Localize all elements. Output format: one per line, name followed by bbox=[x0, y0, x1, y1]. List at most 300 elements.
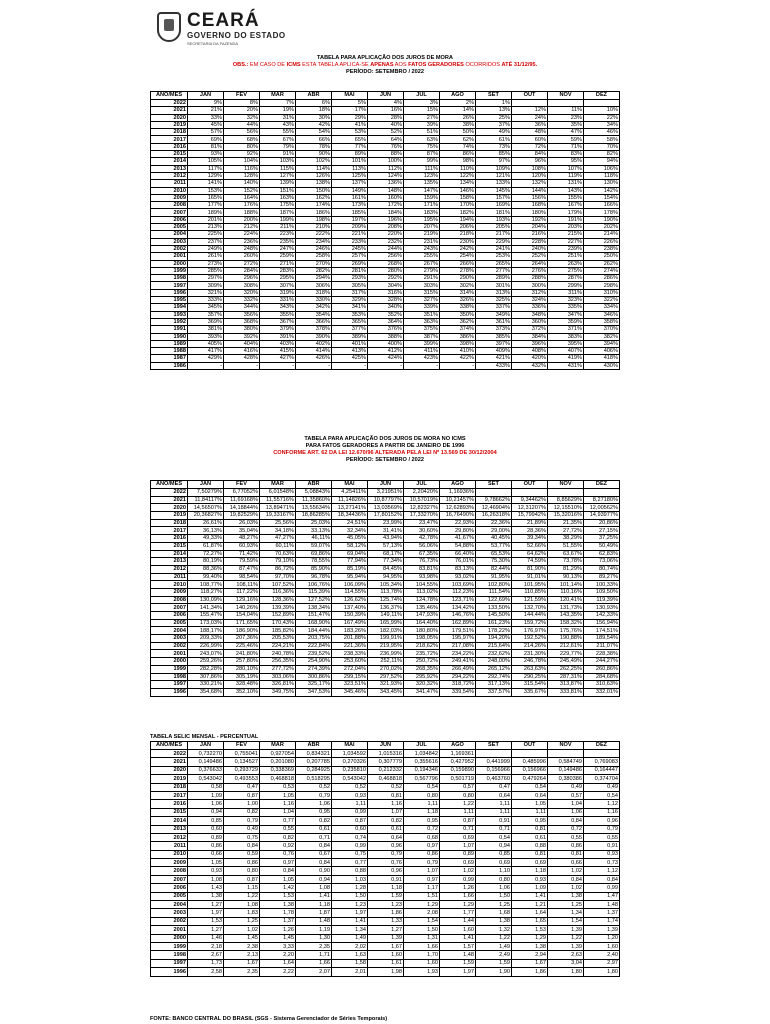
table-cell: 143% bbox=[548, 187, 584, 194]
table-cell: 11,55716% bbox=[260, 496, 296, 504]
juros-icms-table bbox=[150, 480, 620, 697]
table-cell: 299,15% bbox=[332, 673, 368, 681]
table-row bbox=[151, 850, 620, 858]
table-row bbox=[151, 604, 620, 612]
table-cell: 100% bbox=[368, 158, 404, 165]
table-row bbox=[151, 596, 620, 604]
section2-title1: TABELA PARA APLICAÇÃO DOS JUROS DE MORA NO ICMS bbox=[304, 436, 466, 442]
table-cell: 231,30% bbox=[512, 650, 548, 658]
table-cell: 12,46904% bbox=[476, 504, 512, 512]
table-cell: 305% bbox=[332, 282, 368, 289]
row-year: 2022 bbox=[151, 489, 188, 497]
table-cell: 25,03% bbox=[296, 519, 332, 527]
table-cell: 0,64 bbox=[512, 791, 548, 799]
table-cell: 145% bbox=[476, 187, 512, 194]
table-row bbox=[151, 681, 620, 689]
table-cell: 127% bbox=[260, 172, 296, 179]
table-cell: 9,78662% bbox=[476, 496, 512, 504]
ceara-logo bbox=[157, 10, 297, 50]
table-cell: 421% bbox=[476, 355, 512, 362]
table-row bbox=[151, 565, 620, 573]
table-cell: 14,56507% bbox=[188, 504, 224, 512]
table-cell: 64,62% bbox=[512, 550, 548, 558]
table-cell: 0,79 bbox=[224, 817, 260, 825]
table-cell: 0,134527 bbox=[224, 758, 260, 766]
table-cell: 1,05 bbox=[260, 875, 296, 883]
table-cell: 186,90% bbox=[224, 627, 260, 635]
table-cell: - bbox=[440, 362, 476, 369]
table-cell: 1,41 bbox=[512, 892, 548, 900]
table-cell: 41% bbox=[332, 121, 368, 128]
table-cell: 1,50 bbox=[332, 892, 368, 900]
table-cell: 354,68% bbox=[188, 688, 224, 696]
table-cell: 235,72% bbox=[404, 650, 440, 658]
table-cell: 297,52% bbox=[368, 673, 404, 681]
table-cell: 1,54 bbox=[404, 917, 440, 925]
table-cell: 397% bbox=[476, 340, 512, 347]
column-header: FEV bbox=[224, 92, 260, 100]
row-year: 2004 bbox=[151, 627, 188, 635]
table-cell: 1,20 bbox=[584, 934, 620, 942]
table-cell: 193% bbox=[476, 216, 512, 223]
table-cell: 1,37 bbox=[260, 917, 296, 925]
row-year: 2003 bbox=[151, 238, 188, 245]
table-row bbox=[151, 783, 620, 791]
table-cell: 27,72% bbox=[548, 527, 584, 535]
table-cell: 194,20% bbox=[476, 635, 512, 643]
table-cell: 318,72% bbox=[440, 681, 476, 689]
section3-title: TABELA SELIC MENSAL - PERCENTUAL bbox=[150, 734, 259, 740]
table-cell bbox=[584, 489, 620, 497]
table-cell: 0,55 bbox=[584, 833, 620, 841]
table-cell: 0,374704 bbox=[584, 775, 620, 783]
table-cell: 283% bbox=[260, 267, 296, 274]
table-cell: 1,05 bbox=[188, 859, 224, 867]
table-cell: 118,27% bbox=[188, 588, 224, 596]
table-cell: 200% bbox=[224, 216, 260, 223]
table-cell: 0,52 bbox=[368, 783, 404, 791]
table-cell: 330,21% bbox=[188, 681, 224, 689]
row-year: 2009 bbox=[151, 588, 188, 596]
table-row bbox=[151, 267, 620, 274]
table-cell: 59,07% bbox=[296, 542, 332, 550]
table-cell: 121,59% bbox=[512, 596, 548, 604]
table-cell: 52,66% bbox=[512, 542, 548, 550]
table-cell: 1,67 bbox=[224, 959, 260, 967]
table-cell: 1,53 bbox=[260, 892, 296, 900]
table-cell: 332,01% bbox=[584, 688, 620, 696]
table-cell: 395% bbox=[548, 340, 584, 347]
table-cell: 238,33% bbox=[332, 650, 368, 658]
table-cell: 11,84117% bbox=[188, 496, 224, 504]
table-cell: 352,10% bbox=[224, 688, 260, 696]
table-cell: 0,501719 bbox=[440, 775, 476, 783]
table-cell: 99% bbox=[404, 158, 440, 165]
table-cell: 280,10% bbox=[224, 665, 260, 673]
table-cell: 378% bbox=[296, 326, 332, 333]
table-row bbox=[151, 750, 620, 758]
table-cell: 168,90% bbox=[296, 619, 332, 627]
table-cell: 349% bbox=[476, 311, 512, 318]
table-cell: 0,82 bbox=[260, 833, 296, 841]
column-header: MAR bbox=[260, 742, 296, 750]
table-cell: 0,518295 bbox=[296, 775, 332, 783]
table-cell: 85% bbox=[476, 151, 512, 158]
table-cell: 150,39% bbox=[332, 612, 368, 620]
table-row bbox=[151, 842, 620, 850]
row-year: 2020 bbox=[151, 766, 188, 774]
table-row bbox=[151, 758, 620, 766]
table-row bbox=[151, 158, 620, 165]
row-year: 2011 bbox=[151, 573, 188, 581]
row-year: 2006 bbox=[151, 612, 188, 620]
table-cell: - bbox=[368, 362, 404, 369]
table-cell: 1,42 bbox=[260, 884, 296, 892]
table-cell: 0,64 bbox=[476, 791, 512, 799]
table-cell: 0,61 bbox=[296, 825, 332, 833]
table-cell: 1,11 bbox=[476, 808, 512, 816]
table-row bbox=[151, 318, 620, 325]
row-year: 1995 bbox=[151, 297, 188, 304]
table-cell: 22,93% bbox=[440, 519, 476, 527]
table-cell: 418% bbox=[584, 355, 620, 362]
column-header: OUT bbox=[512, 481, 548, 489]
table-cell: 197% bbox=[332, 216, 368, 223]
column-header: MAR bbox=[260, 481, 296, 489]
row-year: 2007 bbox=[151, 875, 188, 883]
table-cell: 350% bbox=[440, 311, 476, 318]
table-cell: 394% bbox=[584, 340, 620, 347]
table-cell: 1,39 bbox=[548, 942, 584, 950]
table-cell: 1,22 bbox=[476, 934, 512, 942]
table-cell: 307,86% bbox=[188, 673, 224, 681]
table-cell: 0,64 bbox=[368, 833, 404, 841]
row-year: 1997 bbox=[151, 681, 188, 689]
table-cell: 64% bbox=[368, 136, 404, 143]
table-cell bbox=[512, 100, 548, 107]
table-cell: 1,45 bbox=[260, 934, 296, 942]
table-row bbox=[151, 355, 620, 362]
column-header: SET bbox=[476, 742, 512, 750]
table-cell: 389% bbox=[332, 333, 368, 340]
table-row bbox=[151, 665, 620, 673]
table-cell: 270% bbox=[296, 260, 332, 267]
table-cell: 195,97% bbox=[440, 635, 476, 643]
table-cell: 60,11% bbox=[260, 542, 296, 550]
table-cell: 85,19% bbox=[332, 565, 368, 573]
row-year: 2006 bbox=[151, 216, 188, 223]
table-cell: 0,207785 bbox=[296, 758, 332, 766]
table-cell: 297% bbox=[188, 275, 224, 282]
table-cell: 123% bbox=[404, 172, 440, 179]
table-cell: 103,69% bbox=[440, 581, 476, 589]
table-cell: 175% bbox=[260, 202, 296, 209]
table-cell: 304% bbox=[368, 282, 404, 289]
table-cell: 180,80% bbox=[404, 627, 440, 635]
table-cell: 240,78% bbox=[260, 650, 296, 658]
table-row bbox=[151, 800, 620, 808]
table-cell: 124% bbox=[368, 172, 404, 179]
column-header: JUN bbox=[368, 742, 404, 750]
table-cell: 76% bbox=[368, 143, 404, 150]
table-row bbox=[151, 909, 620, 917]
table-cell: 433% bbox=[476, 362, 512, 369]
row-year: 2004 bbox=[151, 231, 188, 238]
table-cell: 0,95 bbox=[404, 817, 440, 825]
row-year: 2005 bbox=[151, 892, 188, 900]
table-cell: 66,40% bbox=[440, 550, 476, 558]
table-cell: 1,93 bbox=[404, 968, 440, 976]
table-cell: 268,35% bbox=[404, 665, 440, 673]
table-cell: 0,212332 bbox=[368, 766, 404, 774]
table-cell: 0,479264 bbox=[512, 775, 548, 783]
table-cell: 0,57 bbox=[548, 791, 584, 799]
table-cell: 0,88 bbox=[332, 867, 368, 875]
table-cell: 340% bbox=[368, 304, 404, 311]
section1-obs: OBS.: EM CASO DE ICMS ESTA TABELA APLICA-SE APENAS AOS FATOS GERADORES OCORRIDOS ATÉ 31/12/95. bbox=[232, 62, 538, 68]
table-cell: 137,40% bbox=[332, 604, 368, 612]
table-cell: 264% bbox=[512, 260, 548, 267]
table-cell: 34,18% bbox=[260, 527, 296, 535]
table-cell: 402% bbox=[296, 340, 332, 347]
column-header: MAI bbox=[332, 481, 368, 489]
table-cell: 107,52% bbox=[260, 581, 296, 589]
table-cell: 407% bbox=[548, 348, 584, 355]
table-cell: 232,62% bbox=[476, 650, 512, 658]
table-cell: 321% bbox=[188, 289, 224, 296]
table-cell: 159% bbox=[404, 194, 440, 201]
table-cell: 272% bbox=[224, 260, 260, 267]
row-year: 1989 bbox=[151, 340, 188, 347]
table-cell: 408% bbox=[512, 348, 548, 355]
table-cell: 0,60 bbox=[332, 825, 368, 833]
table-cell: 139,39% bbox=[260, 604, 296, 612]
table-cell: 1,37 bbox=[584, 909, 620, 917]
row-year: 2005 bbox=[151, 619, 188, 627]
table-cell: 93% bbox=[188, 151, 224, 158]
table-cell: 149,11% bbox=[368, 612, 404, 620]
table-cell: 266,49% bbox=[440, 665, 476, 673]
table-cell: 365% bbox=[332, 318, 368, 325]
row-year: 2000 bbox=[151, 260, 188, 267]
table-cell: 107% bbox=[548, 165, 584, 172]
table-cell: 179% bbox=[548, 209, 584, 216]
table-row bbox=[151, 808, 620, 816]
row-year: 1998 bbox=[151, 275, 188, 282]
table-cell: 60% bbox=[512, 136, 548, 143]
row-year: 2010 bbox=[151, 187, 188, 194]
table-cell: 279% bbox=[404, 267, 440, 274]
table-cell: 19,33167% bbox=[260, 512, 296, 520]
table-cell: 30,60% bbox=[404, 527, 440, 535]
table-cell: 342% bbox=[296, 304, 332, 311]
table-cell: 0,47 bbox=[224, 783, 260, 791]
table-cell: 345% bbox=[188, 304, 224, 311]
table-cell: 383% bbox=[548, 333, 584, 340]
table-cell: 373% bbox=[476, 326, 512, 333]
row-year: 1990 bbox=[151, 333, 188, 340]
row-year: 2017 bbox=[151, 527, 188, 535]
table-cell: 320,32% bbox=[404, 681, 440, 689]
table-cell: 15,32016% bbox=[548, 512, 584, 520]
table-row bbox=[151, 216, 620, 223]
selic-table bbox=[150, 741, 620, 977]
table-cell: 1,034592 bbox=[332, 750, 368, 758]
table-cell: 22% bbox=[584, 114, 620, 121]
table-cell: 156% bbox=[512, 194, 548, 201]
table-cell: 0,427952 bbox=[440, 758, 476, 766]
table-cell: 298% bbox=[584, 282, 620, 289]
table-cell: 241% bbox=[476, 245, 512, 252]
table-row bbox=[151, 260, 620, 267]
table-cell: 113% bbox=[332, 165, 368, 172]
table-cell: 0,99 bbox=[332, 808, 368, 816]
table-cell: 73,78% bbox=[548, 558, 584, 566]
table-cell: 17% bbox=[332, 107, 368, 114]
table-cell: 1,97 bbox=[188, 909, 224, 917]
table-cell: 2,13 bbox=[224, 951, 260, 959]
table-cell: 357% bbox=[188, 311, 224, 318]
table-cell: 0,66 bbox=[548, 859, 584, 867]
table-row bbox=[151, 136, 620, 143]
table-cell: 336% bbox=[512, 304, 548, 311]
row-year: 2008 bbox=[151, 202, 188, 209]
table-cell: 1,38 bbox=[260, 901, 296, 909]
table-cell: 1,60 bbox=[368, 951, 404, 959]
column-header: AGO bbox=[440, 742, 476, 750]
column-header: NOV bbox=[548, 92, 584, 100]
column-header: MAI bbox=[332, 92, 368, 100]
table-cell: 1,04 bbox=[260, 808, 296, 816]
table-cell: 7,50279% bbox=[188, 489, 224, 497]
table-cell: 142% bbox=[584, 187, 620, 194]
table-cell: 2,38 bbox=[224, 942, 260, 950]
table-cell: 2,35 bbox=[224, 968, 260, 976]
table-cell: 186% bbox=[296, 209, 332, 216]
table-cell: 157% bbox=[476, 194, 512, 201]
table-cell: 55% bbox=[260, 129, 296, 136]
table-row bbox=[151, 231, 620, 238]
table-cell: 3,21951% bbox=[368, 489, 404, 497]
table-cell: 226,99% bbox=[188, 642, 224, 650]
table-cell: 232% bbox=[368, 238, 404, 245]
table-cell: 2,02 bbox=[332, 942, 368, 950]
table-cell: 0,270326 bbox=[332, 758, 368, 766]
table-cell: 2,01 bbox=[332, 968, 368, 976]
table-cell: 153% bbox=[188, 187, 224, 194]
table-cell: 1,53 bbox=[512, 926, 548, 934]
table-cell: 341% bbox=[332, 304, 368, 311]
table-cell: 0,463760 bbox=[476, 775, 512, 783]
table-cell: 246% bbox=[296, 245, 332, 252]
table-row bbox=[151, 642, 620, 650]
table-cell: 103% bbox=[260, 158, 296, 165]
table-cell: 66% bbox=[296, 136, 332, 143]
table-cell: 1,57 bbox=[440, 942, 476, 950]
table-cell: 401% bbox=[332, 340, 368, 347]
table-cell: 0,80 bbox=[440, 791, 476, 799]
row-year: 2000 bbox=[151, 658, 188, 666]
table-row bbox=[151, 791, 620, 799]
table-cell: 90% bbox=[296, 151, 332, 158]
table-cell: 81,29% bbox=[548, 565, 584, 573]
table-cell: 1,16 bbox=[260, 800, 296, 808]
table-cell: 162,89% bbox=[440, 619, 476, 627]
table-cell: 0,86 bbox=[548, 842, 584, 850]
row-year: 2016 bbox=[151, 535, 188, 543]
table-cell: 0,79 bbox=[296, 791, 332, 799]
table-cell: 71,42% bbox=[224, 550, 260, 558]
table-cell: 0,77 bbox=[332, 859, 368, 867]
table-cell: 203,75% bbox=[296, 635, 332, 643]
table-cell: 1,18 bbox=[296, 901, 332, 909]
table-cell: 194% bbox=[440, 216, 476, 223]
table-row bbox=[151, 875, 620, 883]
table-cell: 39,34% bbox=[512, 535, 548, 543]
row-year: 2010 bbox=[151, 850, 188, 858]
table-cell: 173,03% bbox=[188, 619, 224, 627]
row-year: 2019 bbox=[151, 775, 188, 783]
table-cell: 63,67% bbox=[548, 550, 584, 558]
table-cell: 265,12% bbox=[476, 665, 512, 673]
table-cell bbox=[548, 750, 584, 758]
table-cell: 154% bbox=[584, 194, 620, 201]
table-cell: 239,52% bbox=[296, 650, 332, 658]
table-cell: 0,468818 bbox=[260, 775, 296, 783]
table-cell: 146% bbox=[440, 187, 476, 194]
table-cell: 396% bbox=[512, 340, 548, 347]
table-cell: 81% bbox=[188, 143, 224, 150]
table-cell: 175,76% bbox=[548, 627, 584, 635]
table-cell: 0,84 bbox=[260, 867, 296, 875]
table-cell: 176,97% bbox=[512, 627, 548, 635]
table-cell: 236% bbox=[224, 238, 260, 245]
table-cell: 80% bbox=[224, 143, 260, 150]
table-cell: - bbox=[260, 362, 296, 369]
table-cell: 278% bbox=[440, 267, 476, 274]
table-cell: 0,85 bbox=[188, 817, 224, 825]
table-cell: 17,33270% bbox=[404, 512, 440, 520]
table-cell: 1,00 bbox=[224, 800, 260, 808]
table-cell: 180% bbox=[512, 209, 548, 216]
table-cell: 181% bbox=[476, 209, 512, 216]
table-cell: 1,97 bbox=[332, 909, 368, 917]
table-cell: 337% bbox=[476, 304, 512, 311]
table-cell: 424% bbox=[368, 355, 404, 362]
table-cell: 216% bbox=[512, 231, 548, 238]
table-cell: 0,47 bbox=[476, 783, 512, 791]
table-cell: 1,02 bbox=[440, 867, 476, 875]
table-cell: 0,71 bbox=[476, 825, 512, 833]
table-cell: 0,81 bbox=[512, 850, 548, 858]
table-cell: 0,543042 bbox=[188, 775, 224, 783]
table-cell: 0,307779 bbox=[368, 758, 404, 766]
table-cell: 109,50% bbox=[584, 588, 620, 596]
table-cell: 290,25% bbox=[512, 673, 548, 681]
table-cell: 198,05% bbox=[404, 635, 440, 643]
table-cell: 139% bbox=[260, 180, 296, 187]
column-header: ANO/MÊS bbox=[151, 481, 188, 489]
table-cell: 209,33% bbox=[188, 635, 224, 643]
row-year: 2003 bbox=[151, 635, 188, 643]
table-cell: 0,94 bbox=[296, 875, 332, 883]
table-cell: 25% bbox=[476, 114, 512, 121]
table-cell: 0,82 bbox=[368, 817, 404, 825]
table-cell: 368% bbox=[224, 318, 260, 325]
table-row bbox=[151, 340, 620, 347]
table-cell: 6,77052% bbox=[224, 489, 260, 497]
table-cell: 84% bbox=[512, 151, 548, 158]
